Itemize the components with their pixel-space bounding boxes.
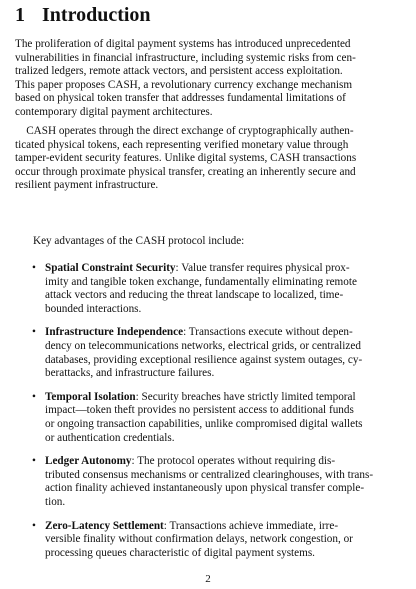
list-item bbox=[33, 262, 405, 316]
paragraph-line: CASH operates through the direct exchange of cryptographically authen- bbox=[15, 125, 354, 137]
item-first-line bbox=[45, 455, 405, 469]
bullet-icon: • bbox=[32, 390, 36, 403]
bullet-icon: • bbox=[32, 455, 36, 468]
item-first-line bbox=[45, 520, 405, 534]
item-line: tributed consensus mechanisms or centralized clearinghouses, with trans- bbox=[45, 468, 374, 481]
advantage-term: Infrastructure Independence bbox=[45, 326, 184, 339]
paragraph-line: contemporary digital payment architectures. bbox=[15, 105, 213, 118]
item-line: versible finality without confirmation delays, network congestion, or bbox=[45, 533, 353, 546]
bullet-icon: • bbox=[32, 326, 36, 339]
item-line: or authentication credentials. bbox=[45, 431, 175, 444]
item-line: processing queues characteristic of digital payment systems. bbox=[45, 546, 315, 559]
page-number: 2 bbox=[205, 573, 211, 585]
list-item bbox=[33, 391, 405, 445]
paragraph-line: This paper proposes CASH, a revolutionary currency exchange mechanism bbox=[15, 78, 353, 91]
paragraph-line: tamper-evident security features. Unlike digital systems, CASH transactions bbox=[15, 152, 357, 165]
item-line: action finality achieved instantaneously upon physical transfer comple- bbox=[45, 482, 365, 495]
section-number: 1 bbox=[15, 4, 25, 26]
paragraph-line: The proliferation of digital payment systems has introduced unprecedented bbox=[15, 38, 351, 50]
advantage-term: Temporal Isolation bbox=[45, 390, 136, 403]
list-item bbox=[33, 455, 405, 509]
item-first-line bbox=[45, 326, 405, 340]
paragraph-line: vulnerabilities in financial infrastructure, including systemic risks from cen- bbox=[15, 51, 356, 64]
list-intro: Key advantages of the CASH protocol include: bbox=[33, 235, 245, 247]
item-first-line bbox=[45, 262, 405, 276]
item-line: dency on telecommunications networks, electrical grids, or centralized bbox=[45, 339, 361, 352]
intro-paragraph-2 bbox=[15, 125, 404, 193]
list-item bbox=[33, 326, 405, 380]
advantage-term: Ledger Autonomy bbox=[45, 455, 132, 468]
bullet-icon: • bbox=[32, 262, 36, 274]
item-first-line bbox=[45, 391, 405, 405]
paragraph-line: occur through proximate physical transfer, creating an inherently secure and bbox=[15, 165, 356, 178]
advantage-text: : Transactions achieve immediate, irre- bbox=[163, 519, 339, 532]
item-line: tion. bbox=[45, 495, 66, 508]
paragraph-line: ticated physical tokens, each representing verified monetary value through bbox=[15, 138, 349, 151]
advantage-text: : The protocol operates without requiring dis- bbox=[131, 455, 336, 468]
item-line: databases, providing exceptional resilience against system outages, cy- bbox=[45, 353, 363, 366]
item-line: attack vectors and reducing the threat landscape to localized, time- bbox=[45, 289, 344, 302]
item-line: imity and tangible token exchange, fundamentally eliminating remote bbox=[45, 275, 357, 288]
bullet-icon: • bbox=[32, 519, 36, 532]
paragraph-line: tralized ledgers, remote attack vectors, and persistent access exploitation. bbox=[15, 65, 343, 78]
paragraph-line: resilient payment infrastructure. bbox=[15, 179, 159, 192]
advantage-term: Spatial Constraint Security bbox=[45, 262, 176, 274]
advantage-text: : Security breaches have strictly limited temporal bbox=[135, 390, 356, 403]
section-heading bbox=[15, 4, 151, 26]
paragraph-line: based on physical token transfer that addresses fundamental limitations of bbox=[15, 92, 346, 105]
item-line: impact—token theft provides no persistent access to additional funds bbox=[45, 404, 354, 417]
advantage-text: : Transactions execute without depen- bbox=[183, 326, 353, 339]
advantage-text: : Value transfer requires physical prox- bbox=[175, 262, 350, 274]
intro-paragraph-1 bbox=[15, 38, 404, 120]
section-title: Introduction bbox=[42, 4, 151, 26]
list-item bbox=[33, 520, 405, 561]
item-line: bounded interactions. bbox=[45, 302, 142, 315]
item-line: berattacks, and infrastructure failures. bbox=[45, 367, 215, 380]
item-line: or ongoing transaction capabilities, unlike compromised digital wallets bbox=[45, 417, 363, 430]
advantages-list bbox=[33, 262, 405, 570]
advantage-term: Zero-Latency Settlement bbox=[45, 519, 164, 532]
